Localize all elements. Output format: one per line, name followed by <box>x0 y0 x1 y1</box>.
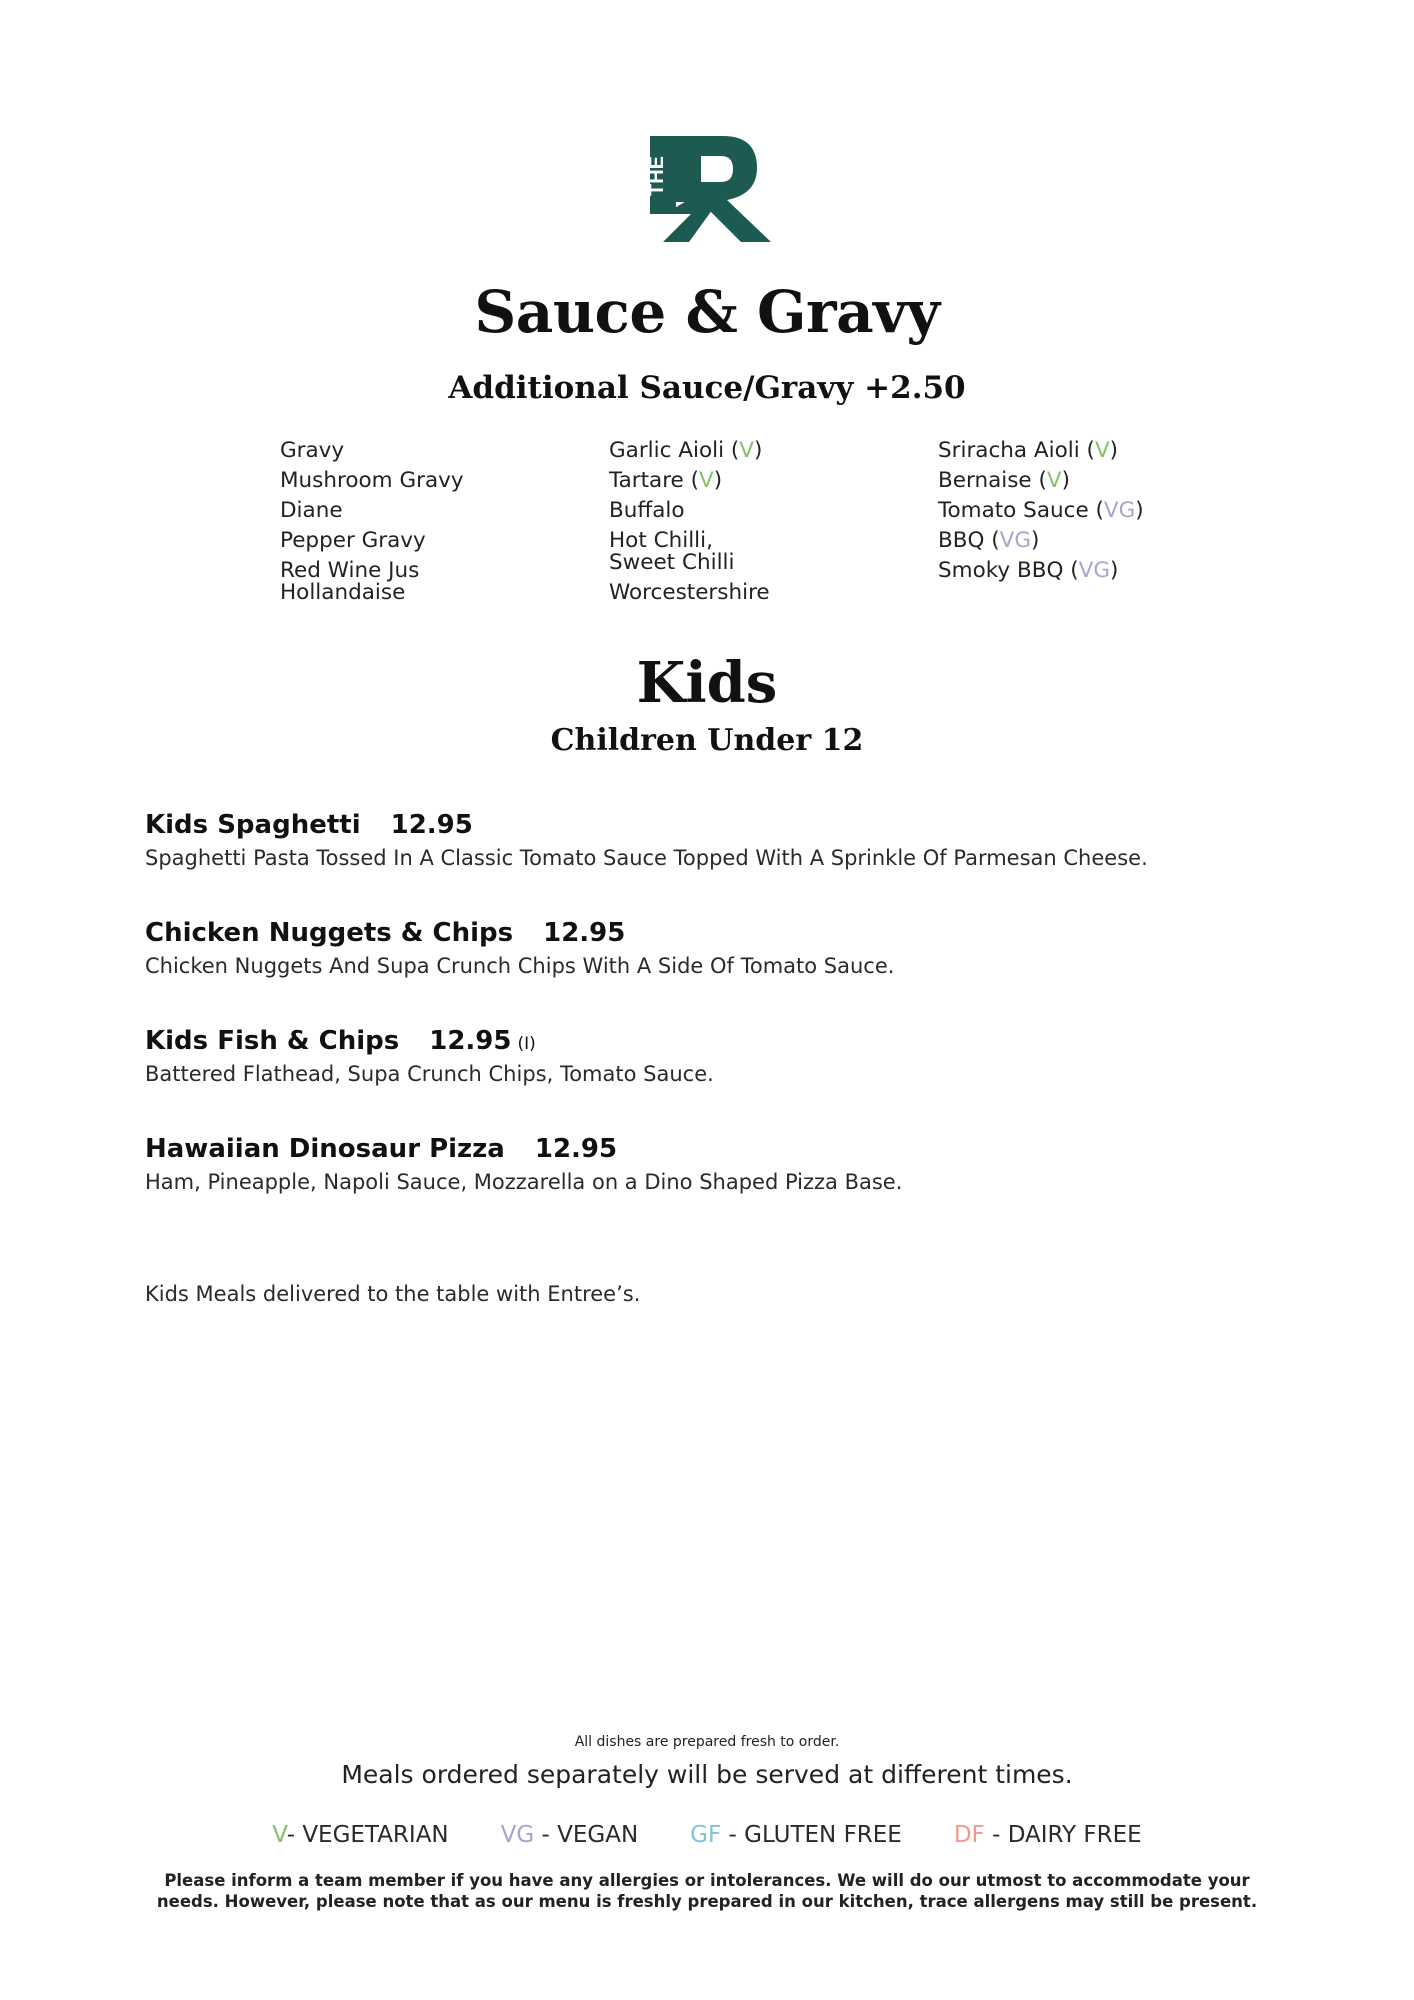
vegan-tag: VG <box>1103 498 1136 523</box>
fresh-notice: All dishes are prepared fresh to order. <box>574 1734 840 1750</box>
vegetarian-tag: V <box>1094 438 1110 463</box>
menu-item-price: 12.95 <box>390 810 473 840</box>
vegetarian-tag: V <box>739 438 755 463</box>
sauce-item: Hot Chilli, Sweet Chilli <box>609 528 735 575</box>
menu-item-note: (I) <box>517 1034 536 1054</box>
sauce-item: Red Wine Jus Hollandaise <box>280 558 420 605</box>
kids-footnote: Kids Meals delivered to the table with Entree’s. <box>145 1282 641 1306</box>
legend-vegan: VG - VEGAN <box>500 1822 639 1848</box>
allergy-notice-line: needs. However, please note that as our menu is freshly prepared in our kitchen, trace allergens may still be present. <box>156 1892 1258 1911</box>
menu-item-name: Kids Spaghetti <box>145 810 361 840</box>
sauce-item: Bernaise (V) <box>938 468 1070 493</box>
dietary-legend <box>0 1822 1414 1848</box>
menu-item-description: Ham, Pineapple, Napoli Sauce, Mozzarella on a Dino Shaped Pizza Base. <box>145 1170 903 1194</box>
sauce-item: Mushroom Gravy <box>280 468 464 493</box>
sauce-column <box>280 436 609 608</box>
menu-item-price: 12.95 <box>543 918 626 948</box>
sauce-column <box>938 436 1267 608</box>
sauce-item: Gravy <box>280 438 345 463</box>
sauce-item: Worcestershire <box>609 580 770 605</box>
sauce-item: Buffalo <box>609 498 685 523</box>
sauce-item: Garlic Aioli (V) <box>609 438 763 463</box>
menu-item-heading <box>145 1134 1295 1168</box>
menu-item-price: 12.95 <box>534 1134 618 1164</box>
sauce-item: BBQ (VG) <box>938 528 1040 553</box>
allergy-notice <box>0 1870 1414 1912</box>
menu-item-name: Chicken Nuggets & Chips <box>145 918 514 948</box>
kids-section-title: Kids <box>636 650 778 716</box>
sauce-list <box>280 436 1267 608</box>
allergy-notice-line: Please inform a team member if you have any allergies or intolerances. We will do our utmost to accommodate your <box>164 1871 1250 1890</box>
sauce-item: Sriracha Aioli (V) <box>938 438 1119 463</box>
kids-section-subtitle: Children Under 12 <box>550 723 864 758</box>
menu-item-price: 12.95 <box>429 1026 512 1056</box>
logo-the-text: THE <box>646 156 668 196</box>
menu-item-heading <box>145 1026 1295 1060</box>
vegan-tag: VG <box>999 528 1032 553</box>
sauce-item: Tartare (V) <box>609 468 723 493</box>
vegetarian-tag: V <box>699 468 714 493</box>
menu-item-heading <box>145 810 1295 844</box>
sauce-item: Smoky BBQ (VG) <box>938 558 1119 583</box>
menu-item <box>145 1026 1295 1086</box>
menu-item-name: Hawaiian Dinosaur Pizza <box>145 1134 505 1164</box>
menu-item-description: Battered Flathead, Supa Crunch Chips, Tomato Sauce. <box>145 1062 714 1086</box>
legend-vegetarian: V- VEGETARIAN <box>272 1822 449 1848</box>
menu-item <box>145 1134 1295 1194</box>
menu-item <box>145 810 1295 870</box>
menu-item-name: Kids Fish & Chips <box>145 1026 400 1056</box>
kids-menu-list <box>145 810 1295 1242</box>
vegetarian-tag: V <box>1046 468 1062 493</box>
legend-dairy-free: DF - DAIRY FREE <box>953 1822 1142 1848</box>
menu-item-description: Spaghetti Pasta Tossed In A Classic Tomato Sauce Topped With A Sprinkle Of Parmesan Cheese. <box>145 846 1148 870</box>
sauce-item: Pepper Gravy <box>280 528 426 553</box>
legend-gluten-free: GF - GLUTEN FREE <box>690 1822 902 1848</box>
restaurant-logo <box>645 132 775 244</box>
separately-notice: Meals ordered separately will be served at different times. <box>341 1760 1073 1789</box>
vegan-tag: VG <box>1078 558 1111 583</box>
sauce-column <box>609 436 938 608</box>
sauce-section-subtitle: Additional Sauce/Gravy +2.50 <box>448 370 966 406</box>
sauce-item: Tomato Sauce (VG) <box>938 498 1144 523</box>
sauce-item: Diane <box>280 498 343 523</box>
menu-item-description: Chicken Nuggets And Supa Crunch Chips With A Side Of Tomato Sauce. <box>145 954 895 978</box>
sauce-section-title: Sauce & Gravy <box>474 278 940 346</box>
menu-item-heading <box>145 918 1295 952</box>
menu-item <box>145 918 1295 978</box>
